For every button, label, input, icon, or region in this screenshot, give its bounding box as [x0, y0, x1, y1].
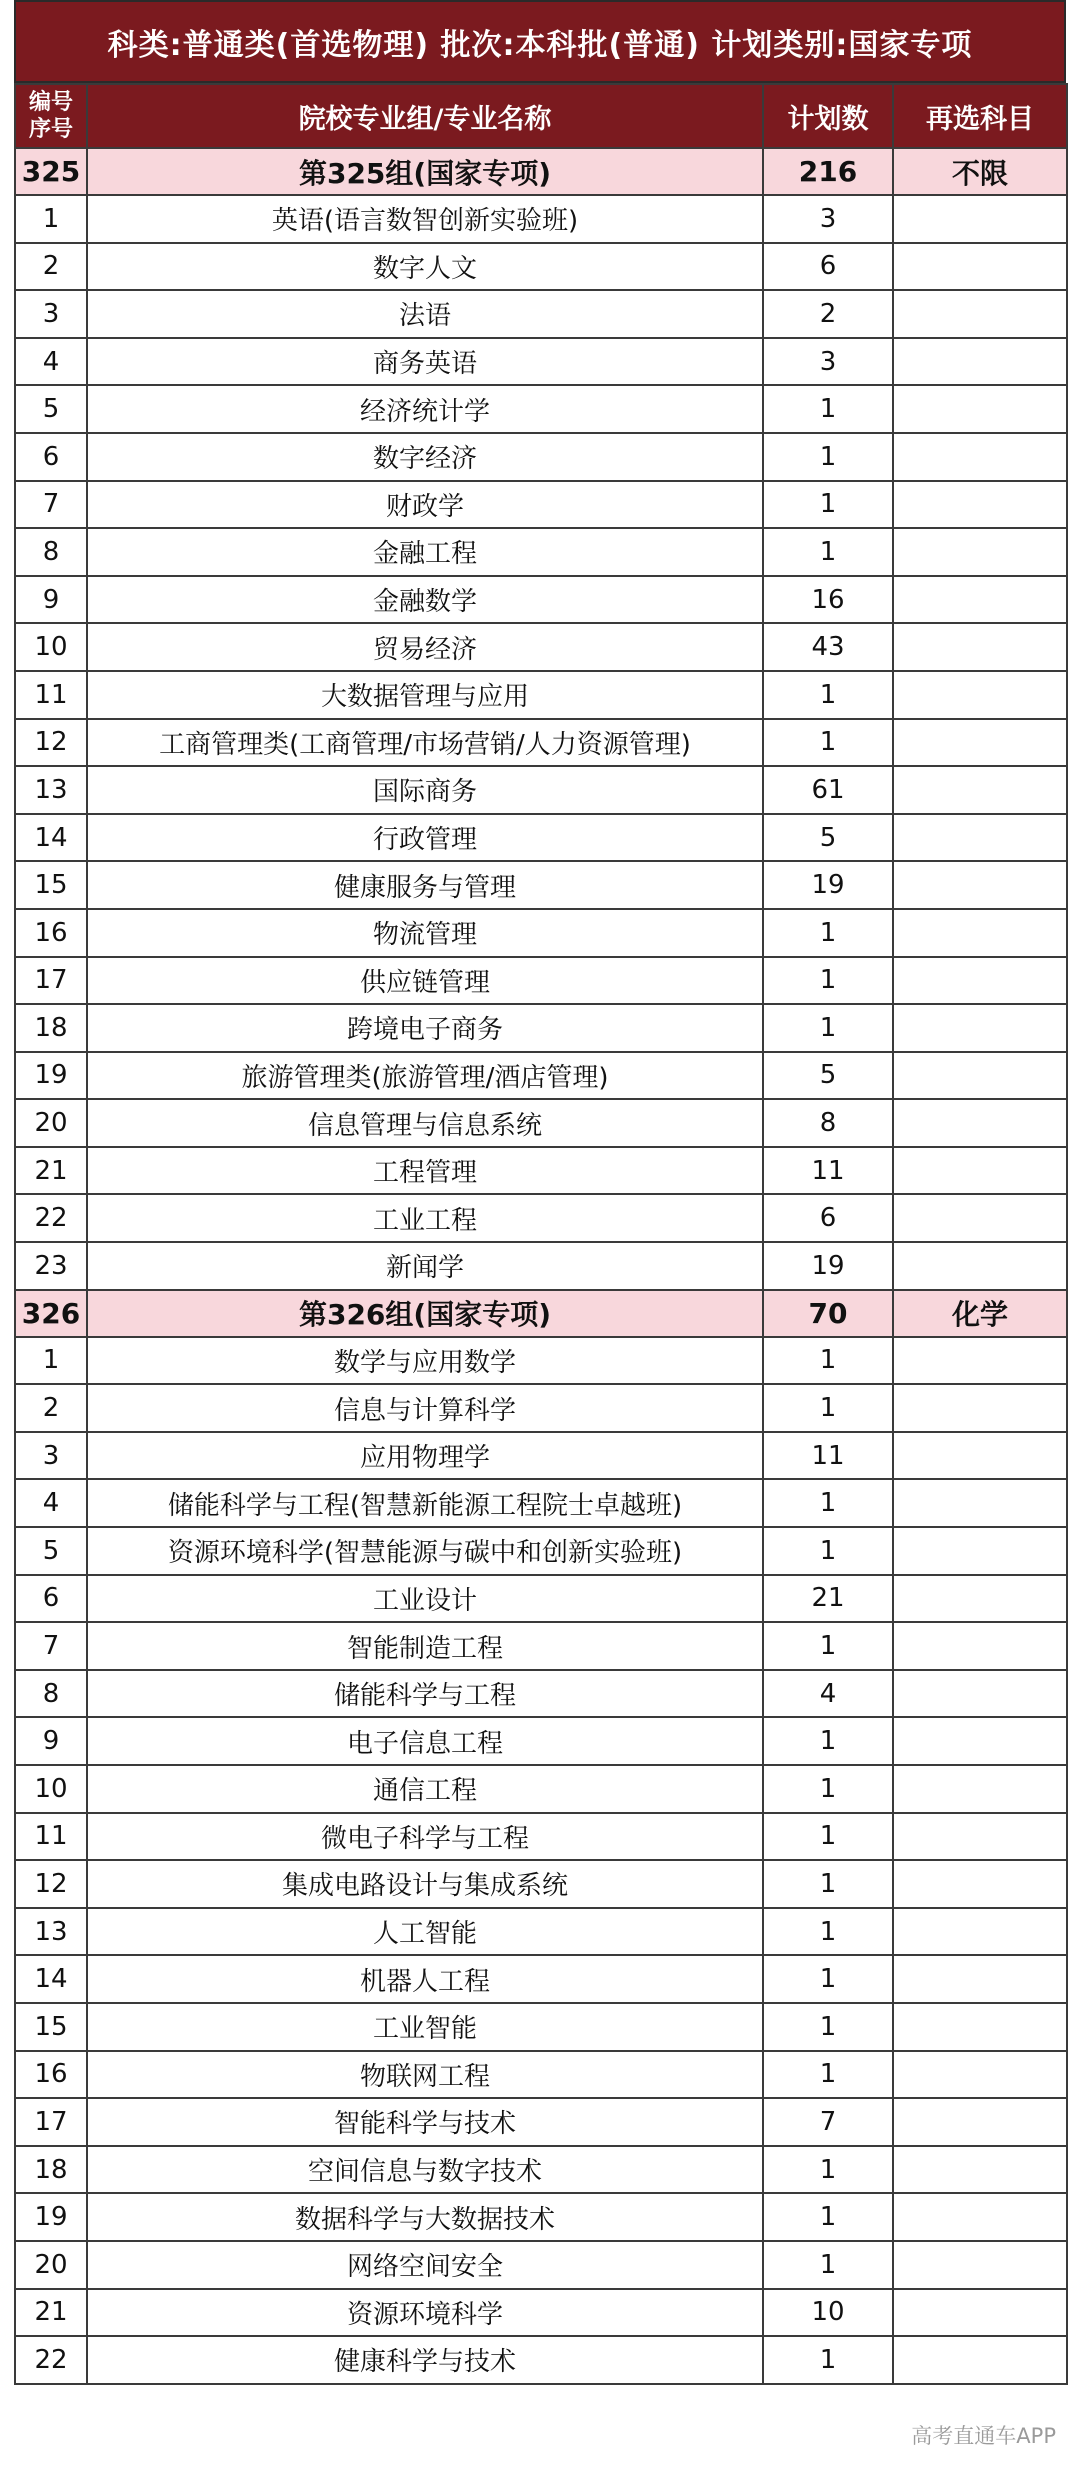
- seq-cell: 19: [15, 1052, 87, 1100]
- seq-cell: 10: [15, 1765, 87, 1813]
- plan-count-cell: 6: [763, 1194, 893, 1242]
- major-name-cell: 智能科学与技术: [87, 2098, 763, 2146]
- table-row: [15, 1147, 1067, 1195]
- subject-cell: [893, 2289, 1067, 2337]
- plan-count-cell: 1: [763, 1955, 893, 2003]
- table-row: [15, 909, 1067, 957]
- table-row: [15, 719, 1067, 767]
- plan-count-cell: 1: [763, 719, 893, 767]
- major-name-cell: 行政管理: [87, 814, 763, 862]
- subject-cell: [893, 814, 1067, 862]
- plan-count-cell: 11: [763, 1147, 893, 1195]
- major-name-cell: 数字经济: [87, 433, 763, 481]
- table-row: [15, 481, 1067, 529]
- subject-cell: [893, 1242, 1067, 1290]
- seq-cell: 1: [15, 195, 87, 243]
- major-name-cell: 英语(语言数智创新实验班): [87, 195, 763, 243]
- major-name-cell: 机器人工程: [87, 1955, 763, 2003]
- major-name-cell: 健康服务与管理: [87, 861, 763, 909]
- group-code: 325: [15, 148, 87, 195]
- subject-cell: [893, 1147, 1067, 1195]
- plan-count-cell: 19: [763, 861, 893, 909]
- table-row: [15, 1242, 1067, 1290]
- plan-count-cell: 5: [763, 1052, 893, 1100]
- seq-cell: 4: [15, 338, 87, 386]
- major-name-cell: 网络空间安全: [87, 2241, 763, 2289]
- plan-sheet: [14, 0, 1066, 2385]
- subject-cell: [893, 957, 1067, 1005]
- plan-count-cell: 61: [763, 766, 893, 814]
- seq-cell: 16: [15, 2051, 87, 2099]
- plan-count-cell: 1: [763, 2003, 893, 2051]
- column-header-seq: [15, 84, 87, 148]
- seq-cell: 14: [15, 814, 87, 862]
- table-row: [15, 2193, 1067, 2241]
- page-title: 科类:普通类(首选物理) 批次:本科批(普通) 计划类别:国家专项: [14, 0, 1066, 83]
- seq-cell: 20: [15, 2241, 87, 2289]
- plan-count-cell: 1: [763, 2146, 893, 2194]
- subject-cell: [893, 1575, 1067, 1623]
- major-name-cell: 数学与应用数学: [87, 1337, 763, 1385]
- subject-cell: [893, 2336, 1067, 2384]
- seq-cell: 1: [15, 1337, 87, 1385]
- table-row: [15, 766, 1067, 814]
- major-name-cell: 储能科学与工程: [87, 1670, 763, 1718]
- subject-cell: [893, 1765, 1067, 1813]
- subject-cell: [893, 528, 1067, 576]
- plan-count-cell: 1: [763, 1622, 893, 1670]
- seq-cell: 19: [15, 2193, 87, 2241]
- seq-cell: 21: [15, 2289, 87, 2337]
- plan-table: [14, 83, 1068, 2385]
- seq-cell: 6: [15, 433, 87, 481]
- plan-count-cell: 43: [763, 623, 893, 671]
- table-header-row: [15, 84, 1067, 148]
- seq-cell: 4: [15, 1479, 87, 1527]
- subject-cell: [893, 1527, 1067, 1575]
- group-subject: 化学: [893, 1290, 1067, 1337]
- plan-count-cell: 6: [763, 243, 893, 291]
- major-name-cell: 经济统计学: [87, 385, 763, 433]
- table-row: [15, 2336, 1067, 2384]
- major-name-cell: 法语: [87, 290, 763, 338]
- subject-cell: [893, 719, 1067, 767]
- subject-cell: [893, 671, 1067, 719]
- subject-cell: [893, 1099, 1067, 1147]
- major-name-cell: 物流管理: [87, 909, 763, 957]
- plan-count-cell: 1: [763, 1527, 893, 1575]
- subject-cell: [893, 1194, 1067, 1242]
- seq-cell: 17: [15, 957, 87, 1005]
- seq-cell: 10: [15, 623, 87, 671]
- table-row: [15, 1717, 1067, 1765]
- seq-cell: 16: [15, 909, 87, 957]
- table-row: [15, 1052, 1067, 1100]
- seq-cell: 2: [15, 1384, 87, 1432]
- subject-cell: [893, 1052, 1067, 1100]
- plan-count-cell: 1: [763, 1765, 893, 1813]
- major-name-cell: 金融工程: [87, 528, 763, 576]
- group-code: 326: [15, 1290, 87, 1337]
- subject-cell: [893, 1384, 1067, 1432]
- seq-cell: 7: [15, 1622, 87, 1670]
- seq-cell: 13: [15, 766, 87, 814]
- table-row: [15, 1765, 1067, 1813]
- table-row: [15, 385, 1067, 433]
- subject-cell: [893, 338, 1067, 386]
- table-row: [15, 2289, 1067, 2337]
- subject-cell: [893, 481, 1067, 529]
- table-row: [15, 290, 1067, 338]
- table-row: [15, 1479, 1067, 1527]
- subject-cell: [893, 2003, 1067, 2051]
- table-row: [15, 957, 1067, 1005]
- plan-count-cell: 1: [763, 2193, 893, 2241]
- plan-count-cell: 1: [763, 1384, 893, 1432]
- major-name-cell: 应用物理学: [87, 1432, 763, 1480]
- major-name-cell: 旅游管理类(旅游管理/酒店管理): [87, 1052, 763, 1100]
- subject-cell: [893, 385, 1067, 433]
- table-row: [15, 2051, 1067, 2099]
- table-row: [15, 2241, 1067, 2289]
- plan-count-cell: 1: [763, 909, 893, 957]
- group-name: 第326组(国家专项): [87, 1290, 763, 1337]
- table-row: [15, 1099, 1067, 1147]
- subject-cell: [893, 1813, 1067, 1861]
- table-row: [15, 1622, 1067, 1670]
- subject-cell: [893, 243, 1067, 291]
- plan-count-cell: 10: [763, 2289, 893, 2337]
- table-row: [15, 1432, 1067, 1480]
- plan-count-cell: 1: [763, 1860, 893, 1908]
- seq-cell: 15: [15, 2003, 87, 2051]
- plan-count-cell: 11: [763, 1432, 893, 1480]
- table-row: [15, 623, 1067, 671]
- major-name-cell: 供应链管理: [87, 957, 763, 1005]
- plan-count-cell: 4: [763, 1670, 893, 1718]
- table-row: [15, 1670, 1067, 1718]
- table-row: [15, 2098, 1067, 2146]
- major-name-cell: 智能制造工程: [87, 1622, 763, 1670]
- subject-cell: [893, 1622, 1067, 1670]
- watermark: 高考直通车APP: [911, 2424, 1056, 2448]
- subject-cell: [893, 290, 1067, 338]
- subject-cell: [893, 2051, 1067, 2099]
- major-name-cell: 工业设计: [87, 1575, 763, 1623]
- subject-cell: [893, 1479, 1067, 1527]
- table-row: [15, 1384, 1067, 1432]
- major-name-cell: 工业工程: [87, 1194, 763, 1242]
- plan-count-cell: 1: [763, 1337, 893, 1385]
- plan-count-cell: 1: [763, 2051, 893, 2099]
- seq-cell: 12: [15, 719, 87, 767]
- table-body: [15, 148, 1067, 2384]
- major-name-cell: 资源环境科学: [87, 2289, 763, 2337]
- seq-cell: 3: [15, 1432, 87, 1480]
- plan-count-cell: 3: [763, 195, 893, 243]
- major-name-cell: 工商管理类(工商管理/市场营销/人力资源管理): [87, 719, 763, 767]
- major-name-cell: 国际商务: [87, 766, 763, 814]
- major-name-cell: 数字人文: [87, 243, 763, 291]
- seq-cell: 23: [15, 1242, 87, 1290]
- major-name-cell: 健康科学与技术: [87, 2336, 763, 2384]
- plan-count-cell: 21: [763, 1575, 893, 1623]
- plan-count-cell: 1: [763, 1813, 893, 1861]
- subject-cell: [893, 1908, 1067, 1956]
- plan-count-cell: 1: [763, 2336, 893, 2384]
- plan-count-cell: 1: [763, 528, 893, 576]
- table-row: [15, 1194, 1067, 1242]
- subject-cell: [893, 1955, 1067, 2003]
- subject-cell: [893, 433, 1067, 481]
- subject-cell: [893, 2098, 1067, 2146]
- plan-count-cell: 16: [763, 576, 893, 624]
- subject-cell: [893, 1004, 1067, 1052]
- group-count: 216: [763, 148, 893, 195]
- major-name-cell: 电子信息工程: [87, 1717, 763, 1765]
- group-name: 第325组(国家专项): [87, 148, 763, 195]
- plan-count-cell: 1: [763, 1479, 893, 1527]
- column-header-seq-line1: 编号: [28, 90, 73, 115]
- plan-count-cell: 5: [763, 814, 893, 862]
- seq-cell: 5: [15, 1527, 87, 1575]
- major-name-cell: 空间信息与数字技术: [87, 2146, 763, 2194]
- table-row: [15, 1575, 1067, 1623]
- group-subject: 不限: [893, 148, 1067, 195]
- plan-count-cell: 1: [763, 2241, 893, 2289]
- table-row: [15, 861, 1067, 909]
- table-row: [15, 1955, 1067, 2003]
- major-name-cell: 大数据管理与应用: [87, 671, 763, 719]
- column-header-name: 院校专业组/专业名称: [87, 84, 763, 148]
- plan-count-cell: 8: [763, 1099, 893, 1147]
- table-row: [15, 1527, 1067, 1575]
- major-name-cell: 工业智能: [87, 2003, 763, 2051]
- plan-count-cell: 3: [763, 338, 893, 386]
- major-name-cell: 信息管理与信息系统: [87, 1099, 763, 1147]
- column-header-subject: 再选科目: [893, 84, 1067, 148]
- table-row: [15, 814, 1067, 862]
- subject-cell: [893, 766, 1067, 814]
- table-row: [15, 1860, 1067, 1908]
- seq-cell: 15: [15, 861, 87, 909]
- subject-cell: [893, 1717, 1067, 1765]
- seq-cell: 12: [15, 1860, 87, 1908]
- plan-count-cell: 1: [763, 671, 893, 719]
- column-header-count: 计划数: [763, 84, 893, 148]
- major-name-cell: 信息与计算科学: [87, 1384, 763, 1432]
- major-name-cell: 商务英语: [87, 338, 763, 386]
- table-row: [15, 338, 1067, 386]
- major-name-cell: 通信工程: [87, 1765, 763, 1813]
- subject-cell: [893, 909, 1067, 957]
- seq-cell: 11: [15, 1813, 87, 1861]
- group-row: [15, 148, 1067, 195]
- subject-cell: [893, 1432, 1067, 1480]
- seq-cell: 8: [15, 1670, 87, 1718]
- major-name-cell: 新闻学: [87, 1242, 763, 1290]
- plan-count-cell: 1: [763, 1004, 893, 1052]
- major-name-cell: 微电子科学与工程: [87, 1813, 763, 1861]
- seq-cell: 18: [15, 2146, 87, 2194]
- table-row: [15, 243, 1067, 291]
- seq-cell: 13: [15, 1908, 87, 1956]
- column-header-seq-line2: 序号: [28, 117, 73, 142]
- plan-count-cell: 19: [763, 1242, 893, 1290]
- seq-cell: 8: [15, 528, 87, 576]
- seq-cell: 9: [15, 1717, 87, 1765]
- subject-cell: [893, 195, 1067, 243]
- seq-cell: 6: [15, 1575, 87, 1623]
- subject-cell: [893, 1670, 1067, 1718]
- table-row: [15, 576, 1067, 624]
- seq-cell: 17: [15, 2098, 87, 2146]
- table-row: [15, 671, 1067, 719]
- seq-cell: 2: [15, 243, 87, 291]
- major-name-cell: 物联网工程: [87, 2051, 763, 2099]
- table-row: [15, 1337, 1067, 1385]
- major-name-cell: 跨境电子商务: [87, 1004, 763, 1052]
- plan-count-cell: 1: [763, 1908, 893, 1956]
- seq-cell: 14: [15, 1955, 87, 2003]
- seq-cell: 3: [15, 290, 87, 338]
- major-name-cell: 工程管理: [87, 1147, 763, 1195]
- major-name-cell: 储能科学与工程(智慧新能源工程院士卓越班): [87, 1479, 763, 1527]
- major-name-cell: 财政学: [87, 481, 763, 529]
- subject-cell: [893, 623, 1067, 671]
- table-row: [15, 195, 1067, 243]
- seq-cell: 22: [15, 1194, 87, 1242]
- seq-cell: 5: [15, 385, 87, 433]
- subject-cell: [893, 2146, 1067, 2194]
- major-name-cell: 数据科学与大数据技术: [87, 2193, 763, 2241]
- major-name-cell: 人工智能: [87, 1908, 763, 1956]
- plan-count-cell: 7: [763, 2098, 893, 2146]
- plan-count-cell: 1: [763, 433, 893, 481]
- major-name-cell: 资源环境科学(智慧能源与碳中和创新实验班): [87, 1527, 763, 1575]
- group-row: [15, 1290, 1067, 1337]
- seq-cell: 11: [15, 671, 87, 719]
- plan-count-cell: 1: [763, 385, 893, 433]
- table-row: [15, 528, 1067, 576]
- subject-cell: [893, 861, 1067, 909]
- table-row: [15, 2146, 1067, 2194]
- plan-count-cell: 1: [763, 957, 893, 1005]
- seq-cell: 7: [15, 481, 87, 529]
- subject-cell: [893, 2193, 1067, 2241]
- seq-cell: 20: [15, 1099, 87, 1147]
- major-name-cell: 贸易经济: [87, 623, 763, 671]
- major-name-cell: 集成电路设计与集成系统: [87, 1860, 763, 1908]
- seq-cell: 22: [15, 2336, 87, 2384]
- seq-cell: 9: [15, 576, 87, 624]
- table-row: [15, 1004, 1067, 1052]
- plan-count-cell: 1: [763, 481, 893, 529]
- table-row: [15, 1813, 1067, 1861]
- subject-cell: [893, 576, 1067, 624]
- subject-cell: [893, 1860, 1067, 1908]
- subject-cell: [893, 2241, 1067, 2289]
- seq-cell: 18: [15, 1004, 87, 1052]
- group-count: 70: [763, 1290, 893, 1337]
- table-row: [15, 1908, 1067, 1956]
- table-row: [15, 2003, 1067, 2051]
- plan-count-cell: 1: [763, 1717, 893, 1765]
- table-row: [15, 433, 1067, 481]
- major-name-cell: 金融数学: [87, 576, 763, 624]
- subject-cell: [893, 1337, 1067, 1385]
- plan-count-cell: 2: [763, 290, 893, 338]
- seq-cell: 21: [15, 1147, 87, 1195]
